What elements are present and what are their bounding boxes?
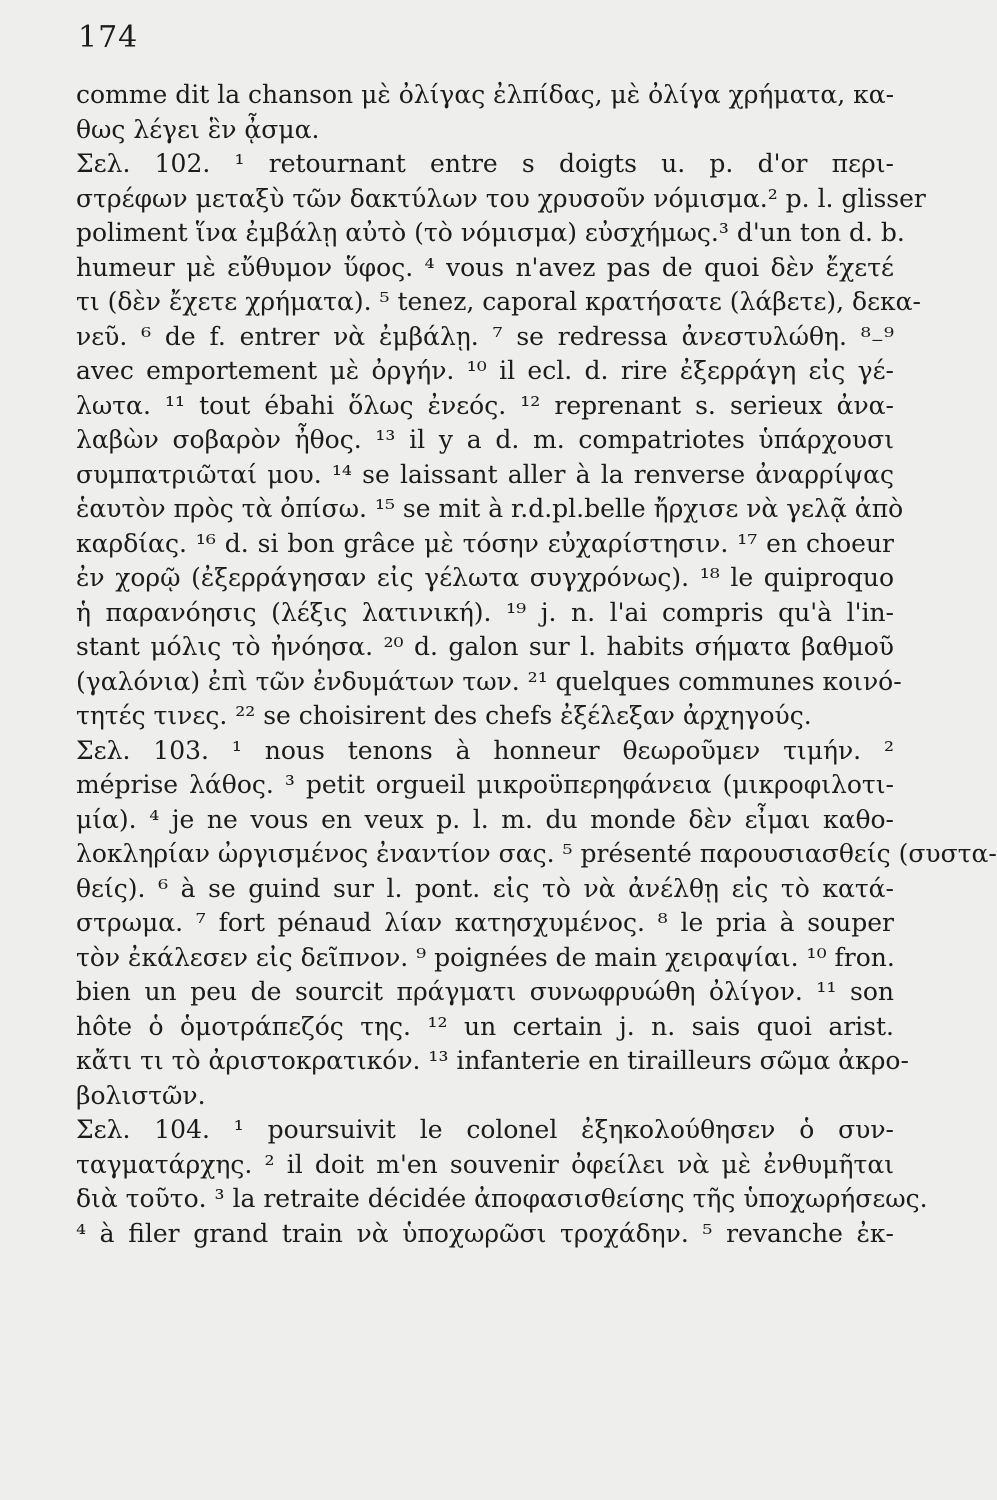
text-line: καρδίας. ¹⁶ d. si bon grâce μὲ τόσην εὐχαρίστησιν. ¹⁷ en choeur bbox=[76, 528, 894, 558]
text-block bbox=[76, 78, 997, 1251]
text-line: στρωμα. ⁷ fort pénaud λίαν κατησχυμένος. ⁸ le pria à souper bbox=[76, 908, 894, 937]
text-line: θως λέγει ἓν ᾆσμα. bbox=[76, 114, 320, 144]
text-line: ἡ παρανόησις (λέξις λατινική). ¹⁹ j. n. l'ai compris qu'à l'in- bbox=[76, 597, 894, 627]
text-line: κἄτι τι τὸ ἀριστοκρατικόν. ¹³ infanterie en tirailleurs σῶμα ἀκρο- bbox=[76, 1046, 909, 1075]
text-line: νεῦ. ⁶ de f. entrer νὰ ἐμβάλῃ. ⁷ se redressa ἀνεστυλώθη. ⁸₋⁹ bbox=[76, 321, 894, 351]
text-line: βολιστῶν. bbox=[76, 1080, 206, 1110]
text-line: bien un peu de sourcit πράγματι συνωφρυώθη ὀλίγον. ¹¹ son bbox=[76, 977, 894, 1006]
text-line: comme dit la chanson μὲ ὀλίγας ἐλπίδας, μὲ ὀλίγα χρήματα, κα- bbox=[76, 80, 895, 109]
text-line: λωτα. ¹¹ tout ébahi ὅλως ἐνεός. ¹² reprenant s. serieux ἀνα- bbox=[76, 390, 894, 420]
section-line: Σελ. 104. ¹ poursuivit le colonel ἐξηκολούθησεν ὁ συν- bbox=[76, 1115, 894, 1144]
text-line: humeur μὲ εὔθυμον ὕφος. ⁴ vous n'avez pas de quoi δὲν ἔχετέ bbox=[76, 252, 894, 282]
text-line: (γαλόνια) ἐπὶ τῶν ἐνδυμάτων των. ²¹ quelques communes κοινό- bbox=[76, 666, 902, 696]
text-line: μία). ⁴ je ne vous en veux p. l. m. du monde δὲν εἶμαι καθο- bbox=[76, 804, 894, 834]
text-line: hôte ὁ ὁμοτράπεζός της. ¹² un certain j. n. sais quoi arist. bbox=[76, 1011, 894, 1041]
text-line: ταγματάρχης. ² il doit m'en souvenir ὀφείλει νὰ μὲ ἐνθυμῆται bbox=[76, 1149, 894, 1179]
text-line: τι (δὲν ἔχετε χρήματα). ⁵ tenez, caporal κρατήσατε (λάβετε), δεκα- bbox=[76, 287, 921, 316]
text-line: ἑαυτὸν πρὸς τὰ ὀπίσω. ¹⁵ se mit à r.d.pl.belle ἤρχισε νὰ γελᾷ ἀπὸ bbox=[76, 494, 904, 523]
text-line: διὰ τοῦτο. ³ la retraite décidée ἀποφασισθείσης τῆς ὑποχωρήσεως. bbox=[76, 1184, 928, 1213]
page-number: 174 bbox=[78, 20, 139, 55]
text-line: τητές τινες. ²² se choisirent des chefs ἐξέλεξαν ἀρχηγούς. bbox=[76, 701, 812, 730]
text-line: stant μόλις τὸ ἠνόησα. ²⁰ d. galon sur l. habits σήματα βαθμοῦ bbox=[76, 632, 894, 661]
text-line: θείς). ⁶ à se guind sur l. pont. εἰς τὸ νὰ ἀνέλθῃ εἰς τὸ κατά- bbox=[76, 873, 894, 903]
text-line: ⁴ à filer grand train νὰ ὑποχωρῶσι τροχάδην. ⁵ revanche ἐκ- bbox=[76, 1218, 894, 1248]
text-line: avec emportement μὲ ὀργήν. ¹⁰ il ecl. d. rire ἐξερράγη εἰς γέ- bbox=[76, 356, 894, 385]
text-line: méprise λάθος. ³ petit orgueil μικροϋπερηφάνεια (μικροφιλοτι- bbox=[76, 770, 894, 799]
section-line: Σελ. 102. ¹ retournant entre s doigts u. p. d'or περι- bbox=[76, 149, 894, 178]
text-line: τὸν ἐκάλεσεν εἰς δεῖπνον. ⁹ poignées de main χειραψίαι. ¹⁰ fron. bbox=[76, 942, 895, 972]
text-line: στρέφων μεταξὺ τῶν δακτύλων του χρυσοῦν νόμισμα.² p. l. glisser bbox=[76, 183, 926, 213]
section-line: Σελ. 103. ¹ nous tenons à honneur θεωροῦμεν τιμήν. ² bbox=[76, 735, 894, 765]
text-line: λαβὼν σοβαρὸν ἦθος. ¹³ il y a d. m. compatriotes ὑπάρχουσι bbox=[76, 425, 894, 454]
text-line: λοκληρίαν ὠργισμένος ἐναντίον σας. ⁵ présenté παρουσιασθείς (συστα- bbox=[76, 839, 997, 868]
text-line: συμπατριῶταί μου. ¹⁴ se laissant aller à la renverse ἀναρρίψας bbox=[76, 459, 894, 489]
text-line: poliment ἵνα ἐμβάλῃ αὐτὸ (τὸ νόμισμα) εὐσχήμως.³ d'un ton d. b. bbox=[76, 218, 905, 247]
text-line: ἐν χορῷ (ἐξερράγησαν εἰς γέλωτα συγχρόνως). ¹⁸ le quiproquo bbox=[76, 563, 894, 592]
